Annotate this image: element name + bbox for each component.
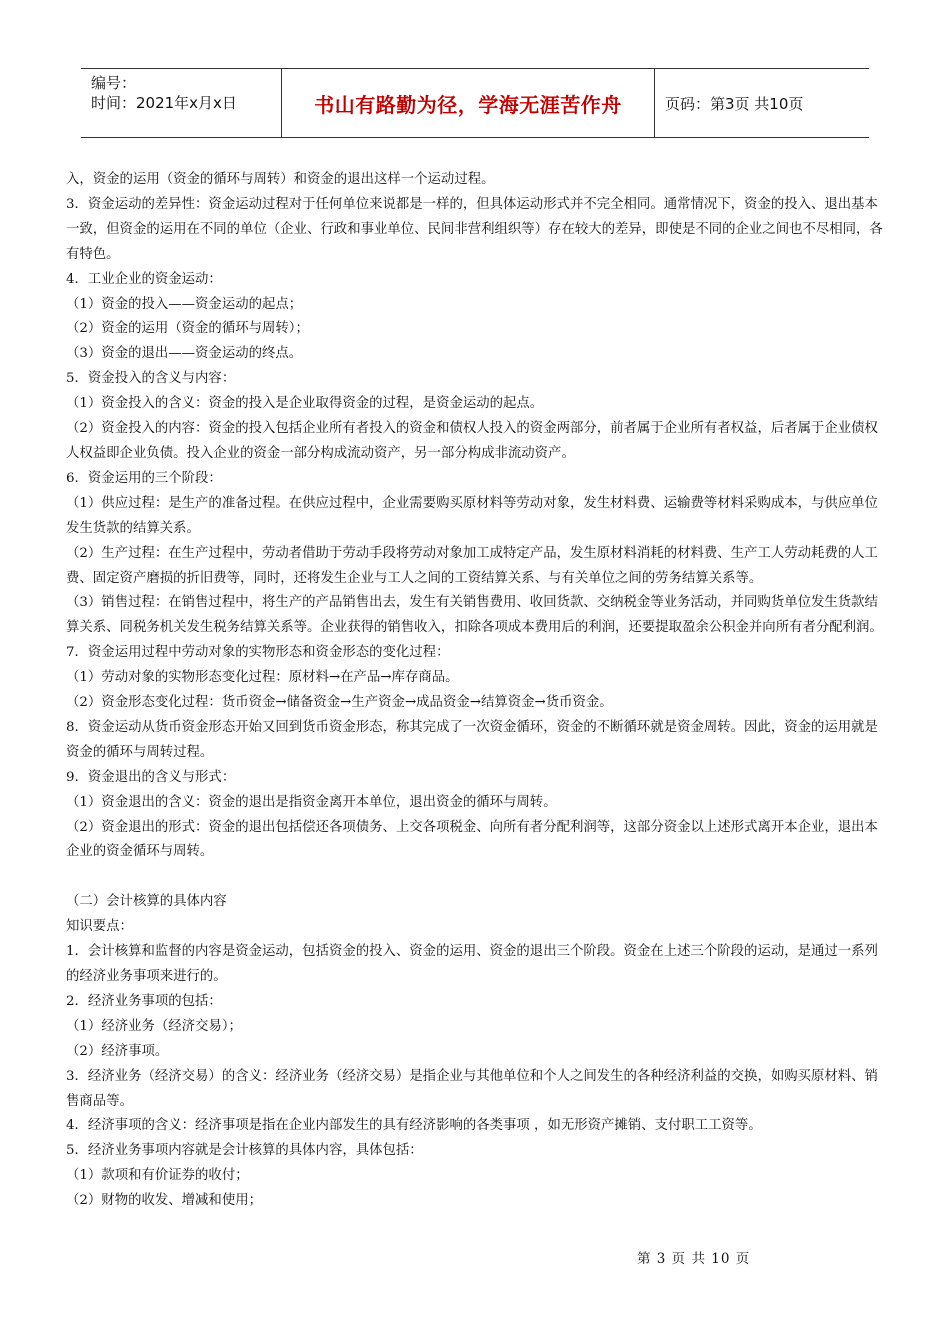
paragraph: 5．资金投入的含义与内容： bbox=[66, 371, 236, 387]
document-number: 编号： bbox=[91, 74, 137, 92]
paragraph: 6．资金运用的三个阶段： bbox=[66, 470, 222, 486]
blank-line bbox=[66, 865, 886, 890]
paragraph: 4．经济事项的含义：经济事项是指在企业内部发生的具有经济影响的各类事项 ，如无形资产摊销、支付职工工资等。 bbox=[66, 1118, 762, 1134]
paragraph: （1）劳动对象的实物形态变化过程：原材料→在产品→库存商品。 bbox=[66, 670, 459, 686]
paragraph: （1）供应过程：是生产的准备过程。在供应过程中，企业需要购买原材料等劳动对象，发生材料费、运输费等材料采购成本，与供应单位发生货款的结算关系。 bbox=[66, 495, 878, 536]
paragraph: 1．会计核算和监督的内容是资金运动，包括资金的投入、资金的运用、资金的退出三个阶段。资金在上述三个阶段的运动，是通过一系列的经济业务事项来进行的。 bbox=[66, 944, 878, 984]
header-meta bbox=[81, 69, 282, 137]
paragraph: 4．工业企业的资金运动： bbox=[66, 271, 222, 287]
paragraph: （2）资金的运用（资金的循环与周转）； bbox=[66, 321, 309, 337]
paragraph: 9．资金退出的含义与形式： bbox=[66, 769, 236, 785]
header-motto-cell bbox=[282, 69, 655, 137]
paragraph: （2）生产过程：在生产过程中，劳动者借助于劳动手段将劳动对象加工成特定产品，发生原材料消耗的材料费、生产工人劳动耗费的人工费、固定资产磨损的折旧费等，同时，还将发生企业与工人之间的工资结算关系、与有关单位之间的劳务结算关系等。 bbox=[66, 545, 878, 586]
paragraph: 7．资金运用过程中劳动对象的实物形态和资金形态的变化过程： bbox=[66, 645, 450, 661]
paragraph: （2）资金投入的内容：资金的投入包括企业所有者投入的资金和债权人投入的资金两部分，前者属于企业所有者权益，后者属于企业债权人权益即企业负债。投入企业的资金一部分构成流动资产，另一部分构成非流动资产。 bbox=[66, 421, 878, 461]
paragraph: 知识要点： bbox=[66, 919, 133, 935]
paragraph: 3．经济业务（经济交易）的含义：经济业务（经济交易）是指企业与其他单位和个人之间发生的各种经济利益的交换，如购买原材料、销售商品等。 bbox=[66, 1068, 878, 1109]
paragraph: （2）资金形态变化过程：货币资金→储备资金→生产资金→成品资金→结算资金→货币资金。 bbox=[66, 695, 613, 711]
page-footer: 第 3 页 共 10 页 bbox=[637, 1251, 751, 1267]
header-page-info bbox=[655, 69, 869, 137]
paragraph: （1）资金退出的含义：资金的退出是指资金离开本单位，退出资金的循环与周转。 bbox=[66, 794, 557, 810]
section-heading: （二）会计核算的具体内容 bbox=[66, 894, 227, 910]
paragraph: （1）款项和有价证券的收付； bbox=[66, 1168, 249, 1184]
paragraph: 8．资金运动从货币资金形态开始又回到货币资金形态，称其完成了一次资金循环，资金的不断循环就是资金周转。因此，资金的运用就是资金的循环与周转过程。 bbox=[66, 719, 878, 760]
paragraph: 入，资金的运用（资金的循环与周转）和资金的退出这样一个运动过程。 bbox=[66, 172, 495, 187]
page-header bbox=[81, 68, 869, 138]
page-number-label: 页码：第3页 共10页 bbox=[665, 94, 804, 113]
paragraph: （2）财物的收发、增减和使用； bbox=[66, 1193, 262, 1209]
paragraph: （1）经济业务（经济交易）； bbox=[66, 1018, 242, 1034]
paragraph: （2）资金退出的形式：资金的退出包括偿还各项债务、上交各项税金、向所有者分配利润等，这部分资金以上述形式离开本企业，退出本企业的资金循环与周转。 bbox=[66, 819, 878, 860]
header-motto: 书山有路勤为径，学海无涯苦作舟 bbox=[314, 92, 622, 117]
paragraph: （3）资金的退出——资金运动的终点。 bbox=[66, 346, 303, 362]
paragraph: 2．经济业务事项的包括： bbox=[66, 993, 222, 1009]
paragraph: （3）销售过程：在销售过程中，将生产的产品销售出去，发生有关销售费用、收回货款、交纳税金等业务活动，并同购货单位发生货款结算关系、同税务机关发生税务结算关系等。企业获得的销售收入，扣除各项成本费用后的利润，还要提取盈余公积金并向所有者分配利润。 bbox=[66, 595, 883, 636]
paragraph: （2）经济事项。 bbox=[66, 1043, 169, 1059]
paragraph: （1）资金投入的含义：资金的投入是企业取得资金的过程，是资金运动的起点。 bbox=[66, 396, 544, 412]
paragraph: （1）资金的投入——资金运动的起点； bbox=[66, 296, 303, 312]
document-date: 时间：2021年x月x日 bbox=[91, 94, 237, 112]
body-text bbox=[66, 168, 886, 1214]
paragraph: 5．经济业务事项内容就是会计核算的具体内容，具体包括： bbox=[66, 1143, 423, 1159]
paragraph: 3．资金运动的差异性：资金运动过程对于任何单位来说都是一样的，但具体运动形式并不完全相同。通常情况下，资金的投入、退出基本一致，但资金的运用在不同的单位（企业、行政和事业单位、民间非营利组织等）存在较大的差异，即使是不同的企业之间也不尽相同，各有特色。 bbox=[66, 196, 883, 262]
